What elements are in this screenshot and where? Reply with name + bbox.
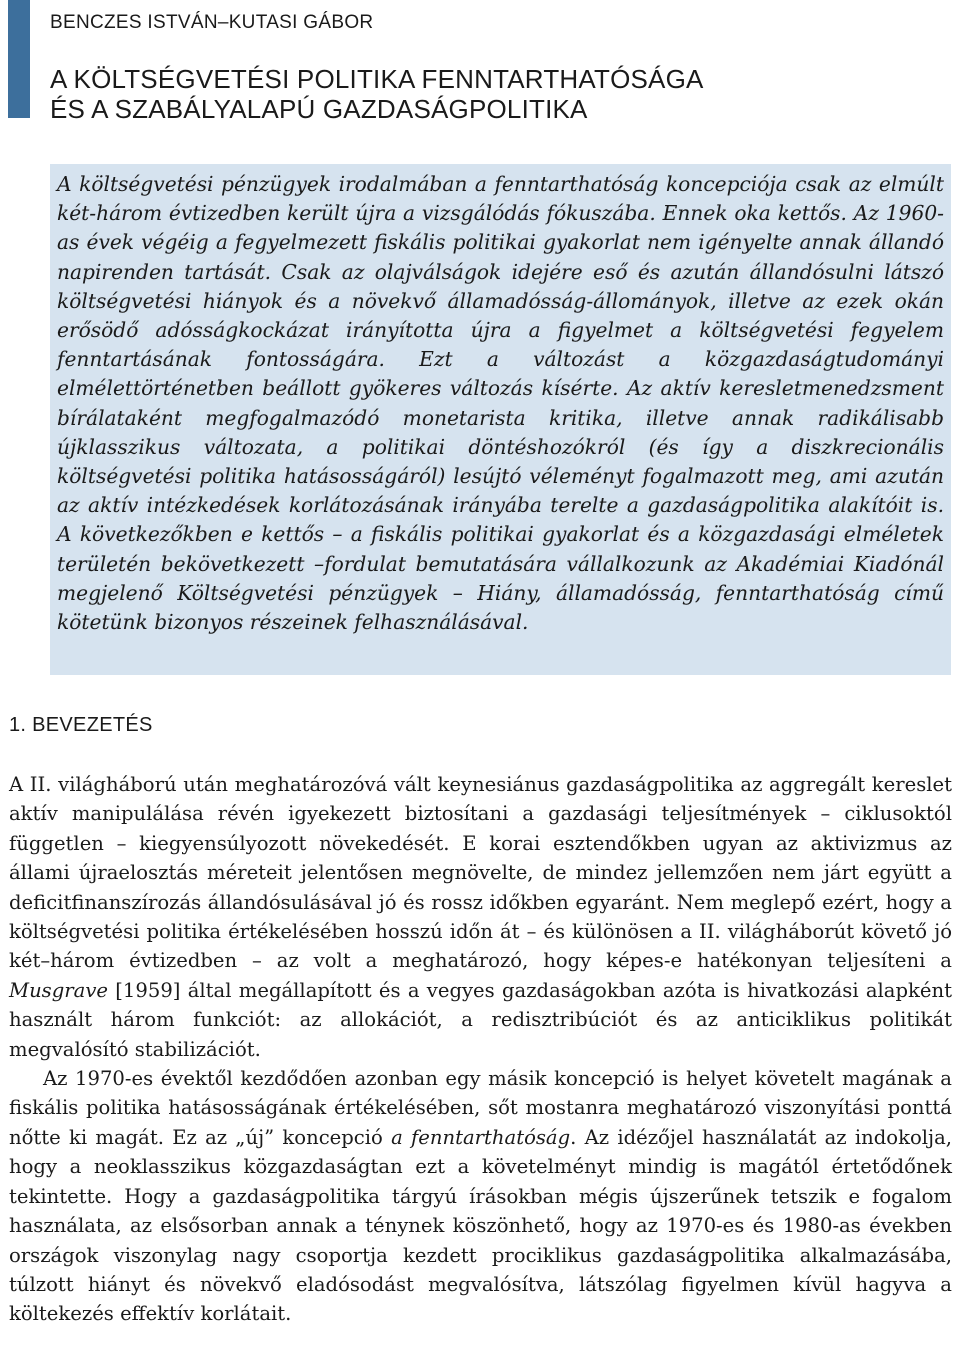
abstract-box [50,164,951,675]
paragraph-text: . Az idézőjel használatát az indokolja, hogy a neoklasszikus közgazdaságtan ezt a követelményt mindig is magától értetődőnek tekintette. Hogy a gazdaságpolitika tárgyú írásokban mégis újszerűnek tetszik e fogalom használata, az elsősorban annak a ténynek köszönhető, hogy az 1970-es és 1980-as években országok viszonylag nagy csoportja kezdett prociklikus gazdaságpolitika alkalmazásába, túlzott hiányt és növekvő eladósodást megvalósítva, látszólag figyelmen kívül hagyva a költekezés effektív korlátait. [9,1125,953,1326]
body-text [9,770,952,1329]
body-paragraph-2 [9,1064,952,1329]
emphasis-term: a fenntarthatóság [391,1125,571,1149]
body-paragraph-1 [9,770,952,1064]
paragraph-text: A II. világháború után meghatározóvá vált keynesiánus gazdaságpolitika az aggregált kereslet aktív manipulálása révén igyekezett biztosítani a gazdasági teljesítmények – ciklusoktól független – kiegyensúlyozott növekedését. E korai esztendőkben ugyan az aktivizmus az állami újraelosztás méreteit jelentősen megnövelte, de mindez jellemzően nem járt együtt a deficitfinanszírozás állandósulásával jó és rossz időkben egyaránt. Nem meglepő ezért, hogy a költségvetési politika értékelésében hosszú időn át – és különösen a II. világháborút követő jó két–három évtizedben – az volt a meghatározó, hogy képes-e hatékonyan teljesíteni a [9,773,952,973]
section-heading: 1. BEVEZETÉS [9,714,153,736]
article-title [50,64,930,124]
accent-bar [8,0,30,118]
title-line-1: A KÖLTSÉGVETÉSI POLITIKA FENNTARTHATÓSÁGA [50,64,704,94]
citation-author: Musgrave [9,978,108,1002]
paragraph-text: Az 1970-es évektől kezdődően azonban egy másik koncepció is helyet követelt magának a fiskális politika hatásosságának értékelésében, sőt mostanra meghatározó viszonyítási ponttá nőtte ki magát. Ez az „új” koncepció [9,1067,952,1149]
author-names: BENCZES ISTVÁN–KUTASI GÁBOR [50,12,374,33]
abstract-text: A költségvetési pénzügyek irodalmában a fenntarthatóság koncepciója csak az elmúlt két-három évtizedben került újra a vizsgálódás fókuszába. Ennek oka kettős. Az 1960-as évek végéig a fegyelmezett fiskális politikai gyakorlat nem igényelte annak állandó napirenden tartását. Csak az olajválságok idejére eső és azután állandósulni látszó költségvetési hiányok és a növekvő államadósság-állományok, illetve az ezek okán erősödő adósságkockázat irányította újra a figyelmet a költségvetési fegyelem fenntartásának fontosságára. Ezt a változást a közgazdaságtudományi elmélettörténetben beállott gyökeres változás kísérte. Az aktív keresletmenedzsment bírálataként megfogalmazódó monetarista kritika, illetve annak radikálisabb újklasszikus változata, a politikai döntéshozókról (és így a diszkrecionális költségvetési politika hatásosságáról) lesújtó véleményt fogalmazott meg, ami azután az aktív intézkedések korlátozásának irányába terelte a gazdaságpolitika alakítóit is. A következőkben e kettős – a fiskális politikai gyakorlat és a közgazdasági elméletek területén bekövetkezett –fordulat bemutatására vállalkozunk az Akadémiai Kiadónál megjelenő Költségvetési pénzügyek – Hiány, államadósság, fenntarthatóság című kötetünk bizonyos részeinek felhasználásával. [57,172,944,635]
paragraph-text: [1959] által megállapított és a vegyes gazdaságokban azóta is hivatkozási alapként használt három funkciót: az allokációt, a redisztribúciót és az anticiklikus politikát megvalósító stabilizációt. [9,978,952,1061]
title-line-2: ÉS A SZABÁLYALAPÚ GAZDASÁGPOLITIKA [50,94,588,124]
